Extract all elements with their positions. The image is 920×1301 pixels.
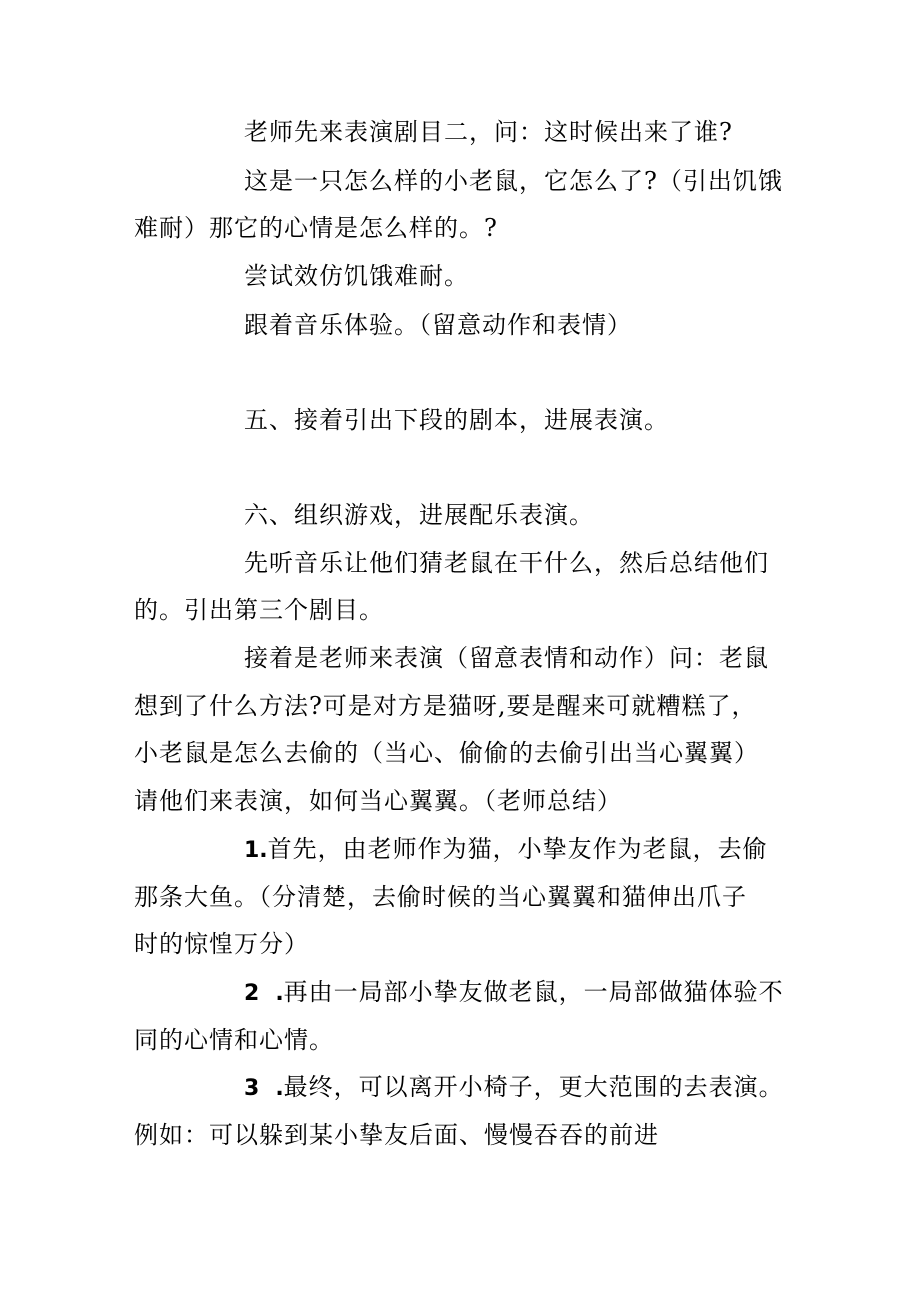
paragraph-line: 想到了什么方法?可是对方是猫呀,要是醒来可就糟糕了， [134, 692, 757, 720]
paragraph-line: 小老鼠是怎么去偷的（当心、偷偷的去偷引出当心翼翼） [134, 739, 759, 767]
paragraph-line: 例如：可以躲到某小挚友后面、慢慢吞吞的前进 [134, 1121, 659, 1149]
paragraph-line: 跟着音乐体验。（留意动作和表情） [244, 311, 632, 339]
paragraph-line: 的。引出第三个剧目。 [134, 596, 384, 624]
paragraph-line: 同的心情和心情。 [134, 1026, 334, 1054]
list-item [244, 977, 814, 1009]
section-heading: 五、接着引出下段的剧本，进展表演。 [244, 406, 669, 434]
list-dot: . [275, 981, 284, 1006]
section-heading: 六、组织游戏，进展配乐表演。 [244, 501, 594, 529]
paragraph-line: 先听音乐让他们猜老鼠在干什么，然后总结他们 [244, 549, 769, 577]
list-number: 2 [244, 981, 260, 1006]
paragraph-line: 接着是老师来表演（留意表情和动作）问：老鼠 [244, 644, 769, 672]
list-text: 再由一局部小挚友做老鼠，一局部做猫体验不 [283, 978, 784, 1006]
paragraph-line: 那条大鱼。（分清楚，去偷时候的当心翼翼和猫伸出爪子 [134, 883, 747, 911]
list-number: 1. [244, 838, 268, 863]
list-dot: . [275, 1076, 284, 1101]
paragraph-line: 这是一只怎么样的小老鼠，它怎么了?（引出饥饿 [244, 167, 783, 195]
paragraph-line: 时的惊惶万分） [134, 930, 309, 958]
list-item [244, 834, 814, 866]
paragraph-line: 尝试效仿饥饿难耐。 [244, 262, 469, 290]
list-text: 最终，可以离开小椅子，更大范围的去表演。 [283, 1073, 784, 1101]
paragraph-line: 老师先来表演剧目二，问：这时候出来了谁? [244, 118, 733, 146]
paragraph-line: 难耐）那它的心情是怎么样的。? [134, 214, 498, 242]
list-number: 3 [244, 1076, 260, 1101]
paragraph-line: 请他们来表演，如何当心翼翼。（老师总结） [134, 787, 622, 815]
list-text: 首先，由老师作为猫，小挚友作为老鼠，去偷 [267, 835, 768, 863]
list-item [244, 1072, 814, 1104]
